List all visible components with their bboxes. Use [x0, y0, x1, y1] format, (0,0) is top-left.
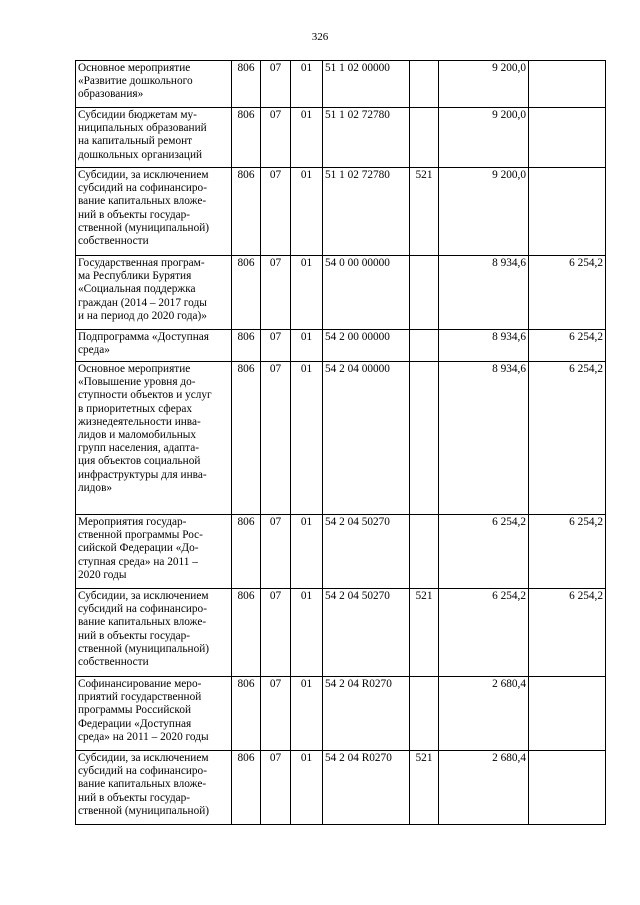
- cell-name-line: среда»: [78, 344, 110, 357]
- cell-vr: [410, 362, 439, 515]
- cell-sum-2: 6 254,2: [529, 515, 606, 589]
- cell-name-line: приятий государственной: [78, 691, 202, 704]
- cell-name-line: собственности: [78, 235, 149, 248]
- table-row: [76, 61, 606, 108]
- cell-name-line: Основное мероприятие: [78, 363, 191, 375]
- cell-sum-1: 8 934,6: [439, 330, 529, 362]
- cell-name-line: Федерации «Доступная: [78, 717, 192, 730]
- cell-grbs: 806: [232, 108, 261, 168]
- cell-grbs: 806: [232, 168, 261, 256]
- cell-name: [76, 108, 232, 168]
- cell-name: [76, 256, 232, 330]
- cell-vr: [410, 61, 439, 108]
- cell-grbs: 806: [232, 515, 261, 589]
- cell-name-line: сийской Федерации «До-: [78, 542, 199, 555]
- table-row: [76, 515, 606, 589]
- cell-name-line: в приоритетных сферах: [78, 402, 193, 415]
- cell-pr: 01: [291, 751, 323, 825]
- cell-name-line: Субсидии, за исключением: [78, 752, 209, 764]
- cell-sum-2: [529, 751, 606, 825]
- cell-name-line: ственной (муниципальной): [78, 642, 210, 655]
- cell-name-line: Государственная програм-: [78, 257, 205, 269]
- cell-csr: 54 2 04 00000: [323, 362, 410, 515]
- cell-name-line: ственной программы Рос-: [78, 529, 203, 542]
- cell-sum-2: 6 254,2: [529, 589, 606, 677]
- cell-name-line: Подпрограмма «Доступная: [78, 331, 209, 343]
- cell-sum-1: 8 934,6: [439, 362, 529, 515]
- cell-name-line: вание капитальных вложе-: [78, 778, 207, 791]
- cell-rz: 07: [261, 256, 291, 330]
- cell-vr: [410, 330, 439, 362]
- cell-pr: 01: [291, 330, 323, 362]
- cell-csr: 51 1 02 00000: [323, 61, 410, 108]
- cell-rz: 07: [261, 677, 291, 751]
- cell-name-line: субсидий на софинансиро-: [78, 182, 207, 195]
- table-row: [76, 751, 606, 825]
- cell-name-line: ступная среда» на 2011 –: [78, 555, 198, 568]
- cell-vr: [410, 256, 439, 330]
- cell-csr: 54 0 00 00000: [323, 256, 410, 330]
- cell-csr: 54 2 00 00000: [323, 330, 410, 362]
- table-row: [76, 677, 606, 751]
- cell-name-line: жизнедеятельности инва-: [78, 415, 201, 428]
- cell-name-line: Субсидии, за исключением: [78, 169, 209, 181]
- cell-vr: 521: [410, 589, 439, 677]
- cell-name-line: программы Российской: [78, 704, 192, 717]
- cell-sum-2: 6 254,2: [529, 256, 606, 330]
- cell-pr: 01: [291, 108, 323, 168]
- cell-name-line: ниципальных образований: [78, 122, 207, 135]
- cell-name-line: дошкольных организаций: [78, 148, 203, 161]
- cell-name-line: ственной (муниципальной): [78, 221, 210, 234]
- cell-sum-1: 2 680,4: [439, 751, 529, 825]
- cell-pr: 01: [291, 589, 323, 677]
- cell-name-line: 2020 годы: [78, 568, 127, 581]
- cell-grbs: 806: [232, 330, 261, 362]
- cell-grbs: 806: [232, 362, 261, 515]
- table-row: [76, 256, 606, 330]
- cell-name-line: «Социальная поддержка: [78, 283, 196, 296]
- cell-name-line: Субсидии, за исключением: [78, 590, 209, 602]
- cell-csr: 54 2 04 50270: [323, 589, 410, 677]
- cell-name-line: ний в объекты государ-: [78, 208, 191, 221]
- cell-name-line: ний в объекты государ-: [78, 629, 191, 642]
- cell-sum-1: 9 200,0: [439, 108, 529, 168]
- cell-pr: 01: [291, 168, 323, 256]
- cell-name-line: групп населения, адапта-: [78, 442, 200, 455]
- cell-grbs: 806: [232, 589, 261, 677]
- budget-table: [75, 60, 606, 825]
- cell-name-line: Мероприятия государ-: [78, 516, 187, 528]
- cell-name-line: вание капитальных вложе-: [78, 616, 207, 629]
- cell-sum-1: 8 934,6: [439, 256, 529, 330]
- cell-vr: 521: [410, 168, 439, 256]
- cell-name-line: Субсидии бюджетам му-: [78, 109, 197, 121]
- cell-name: [76, 330, 232, 362]
- cell-name-line: среда» на 2011 – 2020 годы: [78, 730, 209, 743]
- cell-rz: 07: [261, 330, 291, 362]
- cell-sum-1: 9 200,0: [439, 168, 529, 256]
- cell-sum-1: 9 200,0: [439, 61, 529, 108]
- cell-name-line: инфраструктуры для инва-: [78, 468, 207, 481]
- cell-name-line: «Повышение уровня до-: [78, 376, 196, 389]
- table-row: [76, 330, 606, 362]
- cell-name: [76, 515, 232, 589]
- cell-name-line: лидов и маломобильных: [78, 429, 197, 442]
- cell-name: [76, 589, 232, 677]
- cell-name-line: образования»: [78, 88, 144, 101]
- cell-vr: 521: [410, 751, 439, 825]
- cell-sum-2: [529, 61, 606, 108]
- cell-name: [76, 362, 232, 515]
- cell-rz: 07: [261, 168, 291, 256]
- cell-rz: 07: [261, 515, 291, 589]
- cell-pr: 01: [291, 515, 323, 589]
- cell-csr: 54 2 04 R0270: [323, 677, 410, 751]
- cell-sum-1: 6 254,2: [439, 515, 529, 589]
- cell-name: [76, 61, 232, 108]
- cell-csr: 54 2 04 50270: [323, 515, 410, 589]
- table-row: [76, 589, 606, 677]
- cell-sum-2: 6 254,2: [529, 330, 606, 362]
- cell-name-line: лидов»: [78, 481, 113, 494]
- cell-name-line: на капитальный ремонт: [78, 135, 193, 148]
- cell-grbs: 806: [232, 751, 261, 825]
- cell-rz: 07: [261, 751, 291, 825]
- cell-name-line: Софинансирование меро-: [78, 678, 202, 690]
- cell-name-line: и на период до 2020 года)»: [78, 309, 207, 322]
- cell-grbs: 806: [232, 61, 261, 108]
- cell-name-line: Основное мероприятие: [78, 62, 191, 74]
- cell-sum-2: 6 254,2: [529, 362, 606, 515]
- cell-name-line: ственной (муниципальной): [78, 804, 210, 817]
- cell-rz: 07: [261, 61, 291, 108]
- cell-name: [76, 677, 232, 751]
- cell-rz: 07: [261, 108, 291, 168]
- cell-name-line: ция объектов социальной: [78, 455, 201, 468]
- cell-sum-2: [529, 168, 606, 256]
- cell-sum-2: [529, 677, 606, 751]
- cell-csr: 51 1 02 72780: [323, 108, 410, 168]
- cell-grbs: 806: [232, 677, 261, 751]
- cell-vr: [410, 677, 439, 751]
- table-row: [76, 168, 606, 256]
- cell-pr: 01: [291, 61, 323, 108]
- cell-sum-2: [529, 108, 606, 168]
- cell-name-line: субсидий на софинансиро-: [78, 765, 207, 778]
- cell-vr: [410, 108, 439, 168]
- page-number: 326: [311, 31, 329, 43]
- cell-rz: 07: [261, 362, 291, 515]
- cell-csr: 54 2 04 R0270: [323, 751, 410, 825]
- cell-name-line: ний в объекты государ-: [78, 791, 191, 804]
- cell-rz: 07: [261, 589, 291, 677]
- cell-name-line: граждан (2014 – 2017 годы: [78, 296, 207, 309]
- cell-pr: 01: [291, 362, 323, 515]
- cell-csr: 51 1 02 72780: [323, 168, 410, 256]
- cell-name-line: ступности объектов и услуг: [78, 389, 212, 402]
- cell-name-line: субсидий на софинансиро-: [78, 603, 207, 616]
- cell-sum-1: 2 680,4: [439, 677, 529, 751]
- cell-pr: 01: [291, 256, 323, 330]
- cell-pr: 01: [291, 677, 323, 751]
- cell-name-line: «Развитие дошкольного: [78, 75, 193, 88]
- cell-name-line: собственности: [78, 656, 149, 669]
- cell-name: [76, 751, 232, 825]
- cell-name: [76, 168, 232, 256]
- table-row: [76, 362, 606, 515]
- table-row: [76, 108, 606, 168]
- cell-name-line: вание капитальных вложе-: [78, 195, 207, 208]
- cell-sum-1: 6 254,2: [439, 589, 529, 677]
- cell-vr: [410, 515, 439, 589]
- cell-name-line: ма Республики Бурятия: [78, 270, 192, 283]
- cell-grbs: 806: [232, 256, 261, 330]
